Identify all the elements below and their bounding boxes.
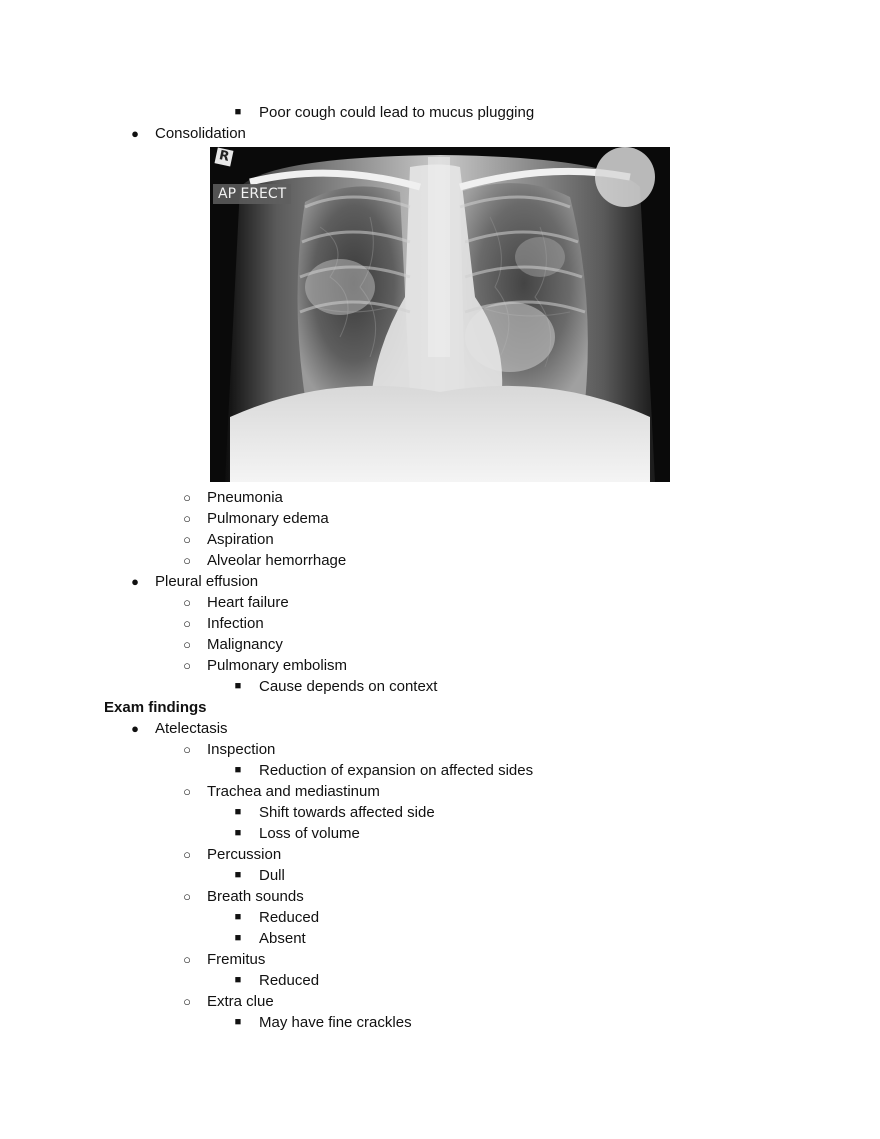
list-item-text: Absent — [259, 930, 306, 947]
list-item-text: Pneumonia — [207, 489, 283, 506]
list-item-text: Atelectasis — [155, 720, 228, 737]
list-item-text: Shift towards affected side — [259, 804, 435, 821]
circle-bullet-icon: ○ — [183, 637, 191, 652]
disc-bullet-icon: ● — [131, 574, 139, 589]
list-item-text: Pulmonary embolism — [207, 657, 348, 674]
circle-bullet-icon: ○ — [183, 889, 191, 904]
square-bullet-icon: ■ — [234, 106, 242, 118]
circle-bullet-icon: ○ — [183, 847, 191, 862]
xray-side-marker: R — [215, 148, 234, 167]
list-item-text: Inspection — [207, 741, 276, 758]
disc-bullet-icon: ● — [131, 126, 139, 141]
square-bullet-icon: ■ — [234, 827, 242, 839]
chest-xray-image — [210, 147, 670, 482]
list-item-text: Cause depends on context — [259, 678, 438, 695]
square-bullet-icon: ■ — [234, 680, 242, 692]
square-bullet-icon: ■ — [234, 869, 242, 881]
circle-bullet-icon: ○ — [183, 616, 191, 631]
list-item-text: Reduced — [259, 909, 320, 926]
list-item-text: Aspiration — [207, 531, 274, 548]
circle-bullet-icon: ○ — [183, 742, 191, 757]
square-bullet-icon: ■ — [234, 974, 242, 986]
circle-bullet-icon: ○ — [183, 658, 191, 673]
circle-bullet-icon: ○ — [183, 511, 191, 526]
square-bullet-icon: ■ — [234, 932, 242, 944]
disc-bullet-icon: ● — [131, 721, 139, 736]
list-item-text: Trachea and mediastinum — [207, 783, 380, 800]
list-item-text: Consolidation — [155, 125, 246, 142]
square-bullet-icon: ■ — [234, 806, 242, 818]
circle-bullet-icon: ○ — [183, 553, 191, 568]
list-item-text: Infection — [207, 615, 264, 632]
circle-bullet-icon: ○ — [183, 532, 191, 547]
list-item-text: Percussion — [207, 846, 282, 863]
circle-bullet-icon: ○ — [183, 994, 191, 1009]
list-item-text: Poor cough could lead to mucus plugging — [259, 104, 535, 121]
xray-view-label: AP ERECT — [213, 184, 291, 204]
circle-bullet-icon: ○ — [183, 490, 191, 505]
square-bullet-icon: ■ — [234, 911, 242, 923]
circle-bullet-icon: ○ — [183, 595, 191, 610]
list-item-text: Heart failure — [207, 594, 289, 611]
list-item-text: Pleural effusion — [155, 573, 259, 590]
list-item-text: Dull — [259, 867, 285, 884]
list-item-text: Loss of volume — [259, 825, 360, 842]
list-item-text: Alveolar hemorrhage — [207, 552, 347, 569]
list-item-text: Reduction of expansion on affected sides — [259, 762, 534, 779]
list-item-text: Pulmonary edema — [207, 510, 329, 527]
list-item-text: Reduced — [259, 972, 320, 989]
section-heading: Exam findings — [104, 699, 207, 716]
list-item-text: Malignancy — [207, 636, 283, 653]
list-item-text: Fremitus — [207, 951, 266, 968]
list-item-text: Breath sounds — [207, 888, 304, 905]
square-bullet-icon: ■ — [234, 764, 242, 776]
square-bullet-icon: ■ — [234, 1016, 242, 1028]
list-item-text: Extra clue — [207, 993, 274, 1010]
circle-bullet-icon: ○ — [183, 952, 191, 967]
list-item-text: May have fine crackles — [259, 1014, 412, 1031]
circle-bullet-icon: ○ — [183, 784, 191, 799]
